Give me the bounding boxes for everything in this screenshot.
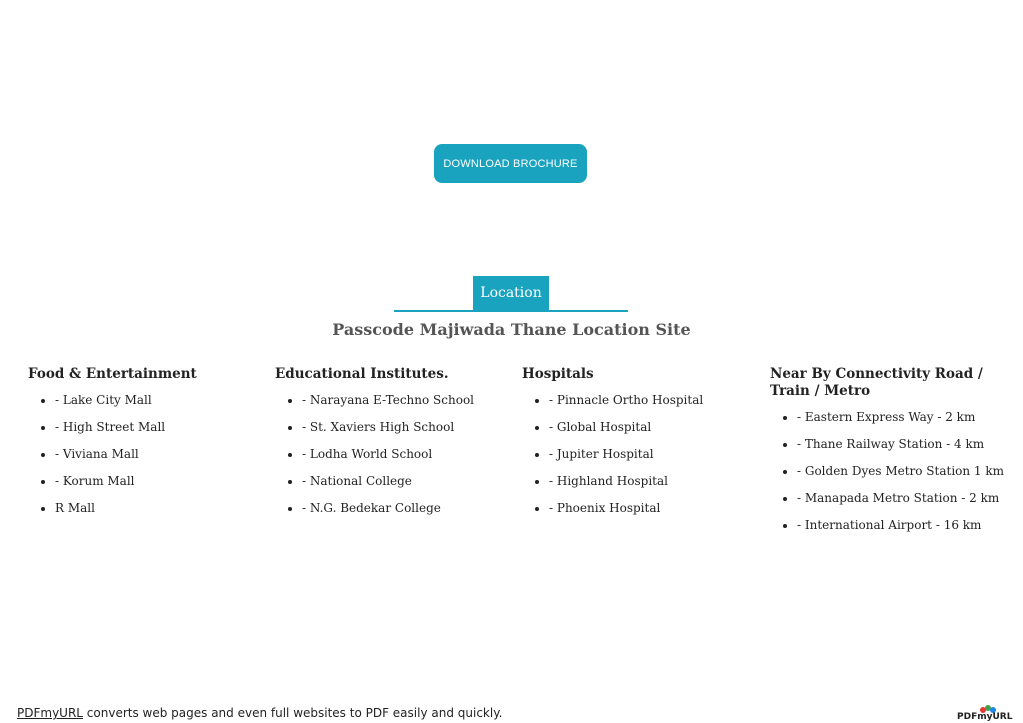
list-item: • - Highland Hospital <box>549 474 752 488</box>
list <box>275 393 505 515</box>
list-item: • - N.G. Bedekar College <box>302 501 505 515</box>
pdfmyurl-logo <box>957 704 1013 722</box>
list-item: • - Pinnacle Ortho Hospital <box>549 393 752 407</box>
list <box>770 410 1005 532</box>
column-heading: Food & Entertainment <box>28 366 197 382</box>
list-item: • - Lake City Mall <box>55 393 258 407</box>
download-brochure-button[interactable]: DOWNLOAD BROCHURE <box>434 144 587 183</box>
list-item: • - International Airport - 16 km <box>797 518 1005 532</box>
column-educational-institutes <box>275 366 505 528</box>
list-item: • - Narayana E-Techno School <box>302 393 505 407</box>
column-connectivity <box>770 366 1005 545</box>
list-item: • - Global Hospital <box>549 420 752 434</box>
list-item: • - Thane Railway Station - 4 km <box>797 437 1005 451</box>
column-heading: Educational Institutes. <box>275 366 449 382</box>
column-heading: Hospitals <box>522 366 594 382</box>
list-item: • - Jupiter Hospital <box>549 447 752 461</box>
column-food-entertainment <box>28 366 258 528</box>
location-tag: Location <box>473 276 549 310</box>
column-heading: Near By Connectivity Road / Train / Metro <box>770 366 983 399</box>
page-title: Passcode Majiwada Thane Location Site <box>332 320 691 339</box>
list-item: • - Golden Dyes Metro Station 1 km <box>797 464 1005 478</box>
list-item: • - Korum Mall <box>55 474 258 488</box>
column-hospitals <box>522 366 752 528</box>
list <box>522 393 752 515</box>
list-item: • - Eastern Express Way - 2 km <box>797 410 1005 424</box>
list-item: • - Phoenix Hospital <box>549 501 752 515</box>
footer <box>17 706 502 720</box>
list-item: • - Viviana Mall <box>55 447 258 461</box>
pdfmyurl-link[interactable]: PDFmyURL <box>17 706 83 720</box>
list-item: • R Mall <box>55 501 258 515</box>
list-item: • - Lodha World School <box>302 447 505 461</box>
list <box>28 393 258 515</box>
footer-text: converts web pages and even full websites to PDF easily and quickly. <box>82 706 503 720</box>
location-underline <box>394 310 628 312</box>
list-item: • - St. Xaviers High School <box>302 420 505 434</box>
logo-text: PDFmyURL <box>957 712 1013 722</box>
list-item: • - Manapada Metro Station - 2 km <box>797 491 1005 505</box>
list-item: • - National College <box>302 474 505 488</box>
list-item: • - High Street Mall <box>55 420 258 434</box>
